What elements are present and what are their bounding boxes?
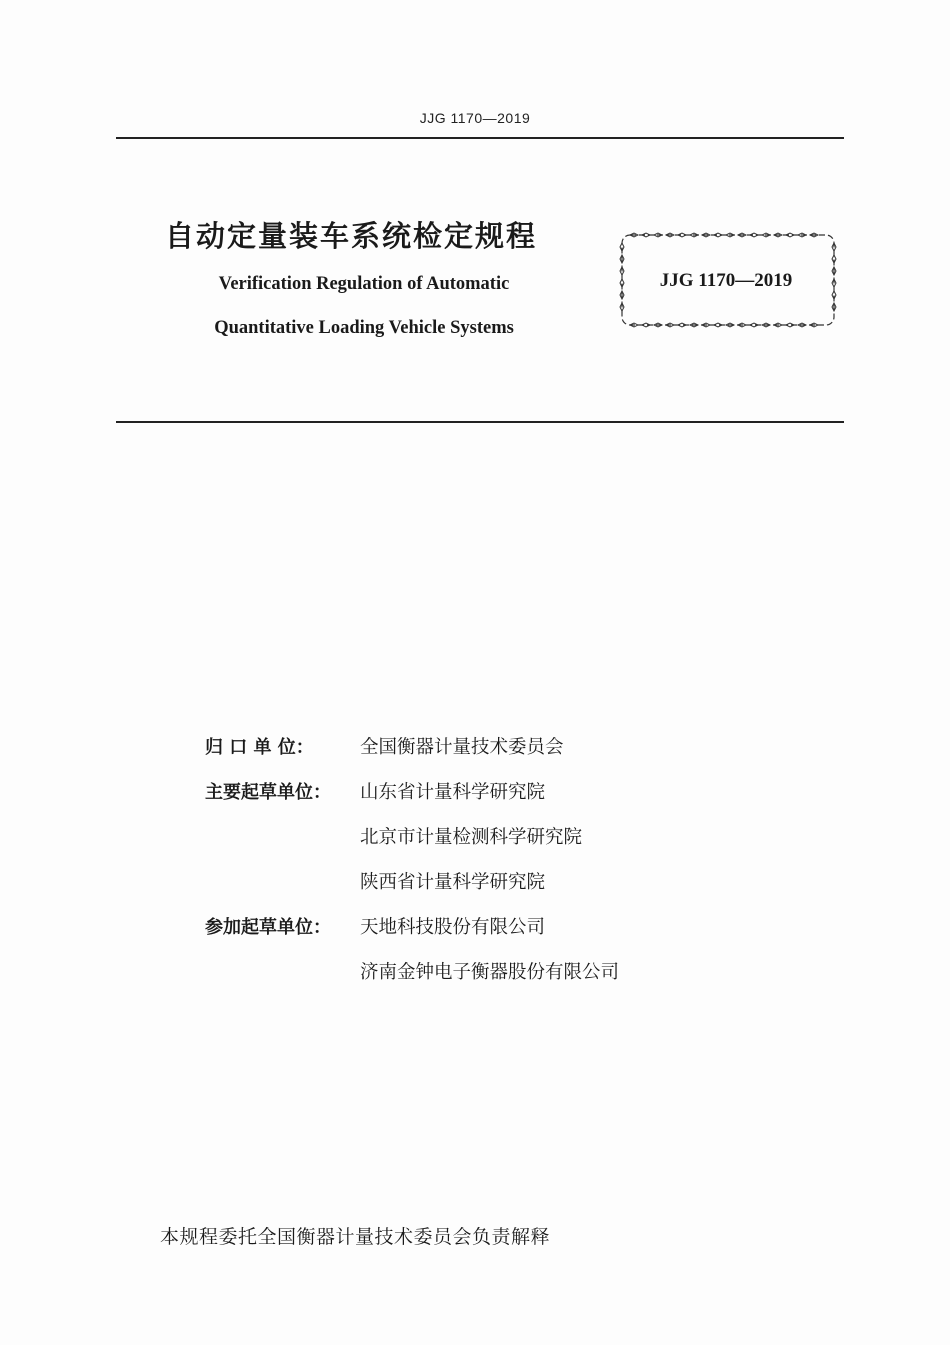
header-divider — [116, 137, 844, 139]
main-drafting-label: 主要起草单位： — [205, 782, 331, 803]
regulation-code-box — [618, 231, 838, 330]
title-english-line-2: Quantitative Loading Vehicle Systems — [214, 318, 514, 338]
responsible-unit-value: 全国衡器计量技术委员会 — [360, 737, 564, 758]
participating-drafting-unit: 济南金钟电子衡器股份有限公司 — [360, 962, 620, 983]
interpretation-note: 本规程委托全国衡器计量技术委员会负责解释 — [160, 1226, 551, 1248]
main-drafting-unit: 山东省计量科学研究院 — [360, 782, 546, 803]
title-english-line-1: Verification Regulation of Automatic — [218, 274, 510, 294]
participating-drafting-label: 参加起草单位： — [205, 917, 331, 938]
header-regulation-code: JJG 1170—2019 — [419, 110, 531, 126]
regulation-code: JJG 1170—2019 — [659, 270, 793, 291]
title-divider — [116, 421, 844, 423]
title-chinese: 自动定量装车系统检定规程 — [165, 219, 538, 253]
responsible-unit-label: 归 口 单 位： — [205, 737, 314, 758]
participating-drafting-unit: 天地科技股份有限公司 — [360, 917, 546, 938]
main-drafting-unit: 陕西省计量科学研究院 — [360, 872, 546, 893]
main-drafting-unit: 北京市计量检测科学研究院 — [360, 827, 583, 848]
